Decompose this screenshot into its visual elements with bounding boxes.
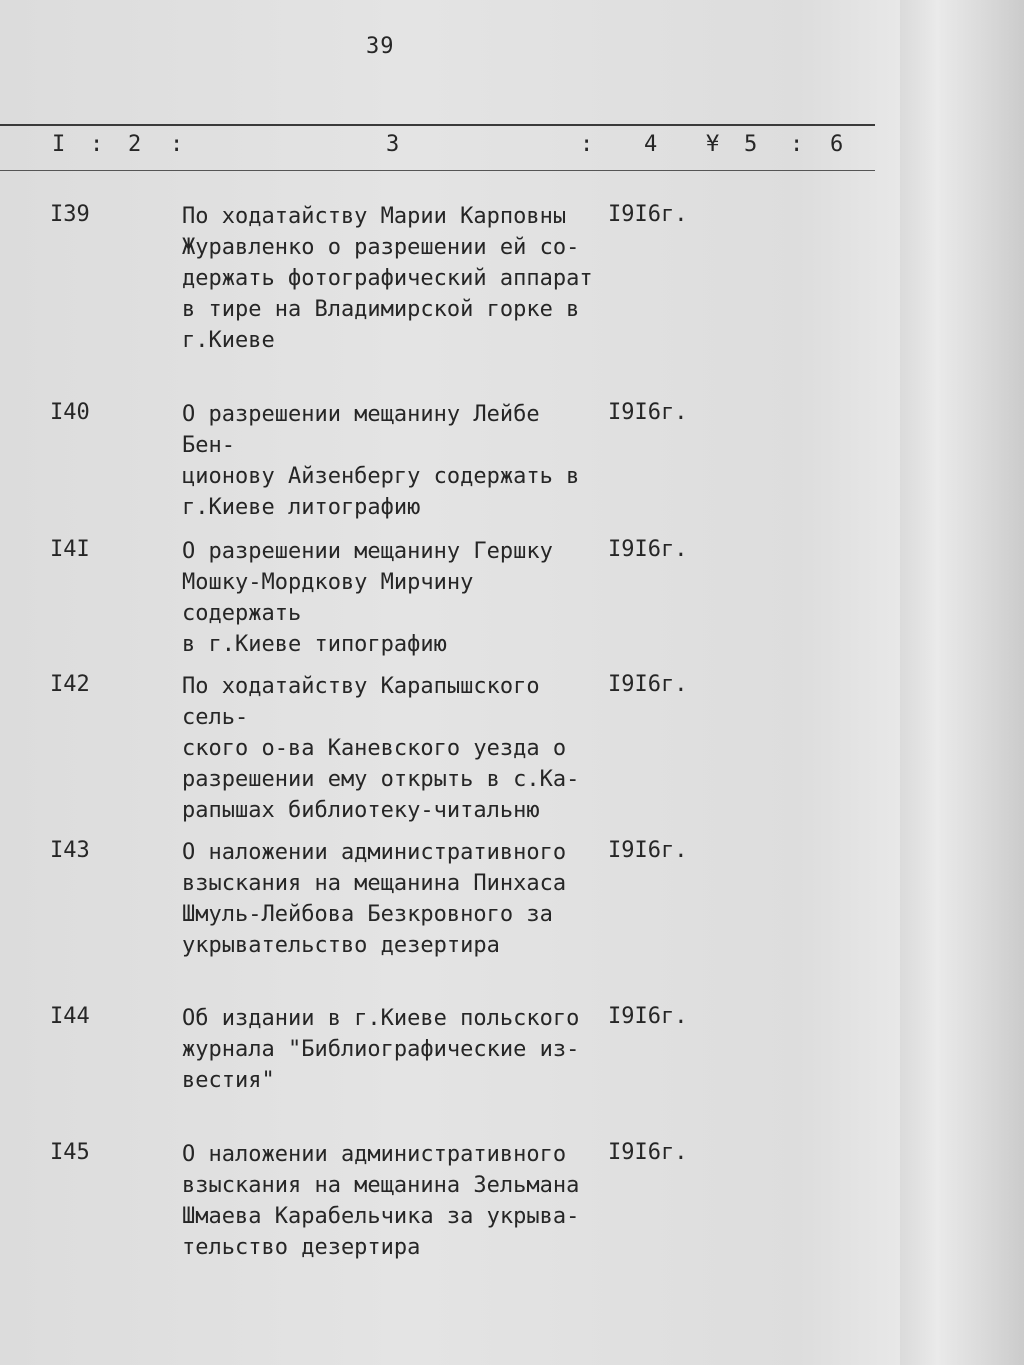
record-number: I40 — [50, 400, 90, 425]
column-header-2: 2 — [128, 132, 142, 157]
column-header-separator: : — [580, 132, 594, 157]
record-number: I45 — [50, 1140, 90, 1165]
column-header-separator: : — [90, 132, 104, 157]
record-number: I39 — [50, 202, 90, 227]
record-number: I4I — [50, 537, 90, 562]
record-title: По ходатайству Карапышского сель- ского о-ва Каневского уезда о разрешении ему открыть в с.Ка- рапышах библиотеку-читальню — [182, 674, 580, 823]
record-title: По ходатайству Марии Карповны Журавленко о разрешении ей со- держать фотографический аппарат в тире на Владимирской горке в г.Киеве — [182, 204, 593, 353]
record-number: I42 — [50, 672, 90, 697]
record-year: I9I6г. — [608, 1140, 688, 1165]
record-year: I9I6г. — [608, 400, 688, 425]
header-bottom-rule — [0, 170, 875, 171]
record-year: I9I6г. — [608, 672, 688, 697]
column-header-separator: ¥ — [706, 132, 720, 157]
record-title: О разрешении мещанину Лейбе Бен- ционову Айзенбергу содержать в г.Киеве литографию — [182, 402, 580, 520]
record-year: I9I6г. — [608, 202, 688, 227]
column-header-6: 6 — [830, 132, 844, 157]
record-title: Об издании в г.Киеве польского журнала "Библиографические из- вестия" — [182, 1006, 580, 1093]
column-header-1: I — [52, 132, 66, 157]
record-title: О наложении административного взыскания на мещанина Пинхаса Шмуль-Лейбова Безкровного за укрывательство дезертира — [182, 840, 567, 958]
record-title: О разрешении мещанину Гершку Мошку-Мордкову Мирчину содержать в г.Киеве типографию — [182, 539, 553, 657]
record-year: I9I6г. — [608, 537, 688, 562]
record-year: I9I6г. — [608, 838, 688, 863]
column-header-separator: : — [170, 132, 184, 157]
page-number: 39 — [366, 34, 395, 59]
record-number: I43 — [50, 838, 90, 863]
header-top-rule — [0, 124, 875, 126]
column-header-separator: : — [790, 132, 804, 157]
record-title: О наложении административного взыскания на мещанина Зельмана Шмаева Карабельчика за укрыва- тельство дезертира — [182, 1142, 580, 1260]
column-header-5: 5 — [744, 132, 758, 157]
page-edge-shade — [900, 0, 1024, 1365]
record-year: I9I6г. — [608, 1004, 688, 1029]
column-header-3: 3 — [386, 132, 400, 157]
column-header-4: 4 — [644, 132, 658, 157]
record-number: I44 — [50, 1004, 90, 1029]
